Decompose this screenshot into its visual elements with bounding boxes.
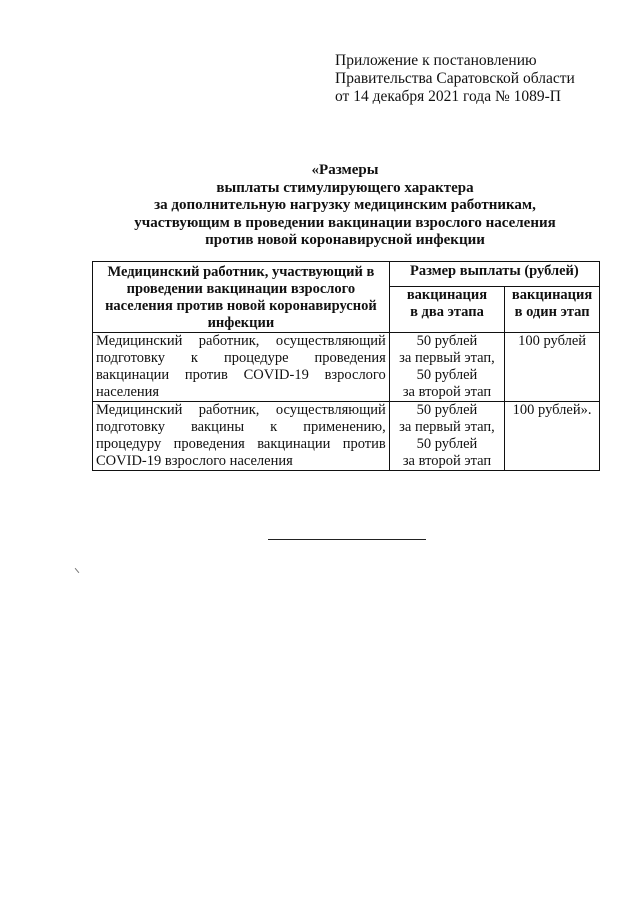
row-2-two-stage-amount: [389, 402, 504, 471]
scan-speck: [75, 568, 80, 573]
row-1-two-stage-line-2: за первый этап,: [399, 350, 495, 366]
header-payment-size: Размер выплаты (рублей): [389, 262, 599, 287]
row-1-two-stage-line-3: 50 рублей: [416, 367, 478, 383]
appendix-line-1: Приложение к постановлению: [335, 52, 537, 69]
title-line-4: участвующим в проведении вакцинации взрослого населения: [134, 214, 556, 231]
document-title: [80, 162, 610, 250]
row-2-two-stage-line-4: за второй этап: [402, 453, 492, 469]
title-line-1: «Размеры: [311, 162, 379, 178]
table-header-row-1: [93, 262, 600, 287]
header-two-stage-line-2: в два этапа: [410, 303, 484, 320]
row-1-two-stage-amount: [389, 333, 504, 402]
row-2-two-stage-line-2: за первый этап,: [399, 419, 495, 435]
row-1-description: Медицинский работник, осуществляющий подготовку к процедуре проведения вакцинации против COVID-19 взрослого населения: [93, 333, 390, 402]
header-one-stage: [505, 286, 600, 332]
row-2-two-stage-line-3: 50 рублей: [416, 436, 478, 452]
header-worker-type: Медицинский работник, участвующий в проведении вакцинации взрослого населения против новой коронавирусной инфекции: [93, 262, 390, 333]
appendix-reference: [335, 52, 575, 106]
row-1-one-stage-amount: 100 рублей: [505, 333, 600, 402]
closing-separator-line: [268, 539, 426, 540]
appendix-line-3: от 14 декабря 2021 года № 1089-П: [335, 88, 561, 105]
title-line-2: выплаты стимулирующего характера: [216, 179, 474, 196]
table-row: [93, 402, 600, 471]
header-two-stage-line-1: вакцинация: [406, 286, 488, 303]
row-2-one-stage-amount: 100 рублей».: [505, 402, 600, 471]
row-1-two-stage-line-1: 50 рублей: [416, 333, 478, 349]
row-2-description: Медицинский работник, осуществляющий подготовку вакцины к применению, процедуру проведения вакцинации против COVID-19 взрослого населения: [93, 402, 390, 471]
table-row: [93, 333, 600, 402]
title-line-3: за дополнительную нагрузку медицинским работникам,: [154, 197, 536, 213]
appendix-line-2: Правительства Саратовской области: [335, 70, 575, 87]
payment-table: [92, 261, 600, 471]
header-two-stage: [389, 286, 504, 332]
title-line-5: против новой коронавирусной инфекции: [205, 232, 485, 248]
row-2-two-stage-line-1: 50 рублей: [416, 402, 478, 418]
header-one-stage-line-2: в один этап: [514, 303, 590, 320]
header-one-stage-line-1: вакцинация: [511, 286, 593, 303]
row-1-two-stage-line-4: за второй этап: [402, 384, 492, 400]
